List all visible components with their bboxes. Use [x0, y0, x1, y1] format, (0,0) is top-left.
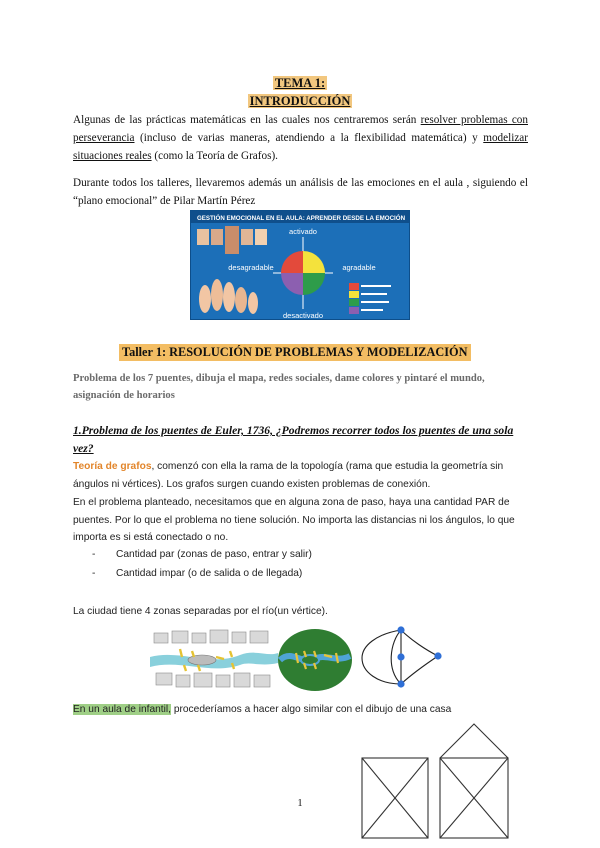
workshop-subtitle: Problema de los 7 puentes, dibuja el mapa, redes sociales, dame colores y pintaré el mundo, asignación de horarios [73, 373, 485, 401]
bullet-item: - Cantidad impar (o de salida o de llegada) [92, 568, 303, 579]
graph-theory-text: , comenzó con ella la rama de la topología (rama que estudia la geometría sin ángulos ni vértices). Los grafos surgen cuando existen problemas de conexión. [73, 461, 504, 490]
city-paragraph: La ciudad tiene 4 zonas separadas por el río(un vértice). [73, 606, 328, 617]
graph-vertex [397, 653, 404, 660]
intro-paragraph [73, 111, 528, 165]
infantil-paragraph [73, 701, 531, 719]
label-agradable: agradable [342, 263, 376, 272]
graph-vertex [397, 680, 404, 687]
label-desactivado: desactivado [282, 311, 324, 320]
intro-text-b: (incluso de varias maneras, atendiendo a la flexibilidad matemática) y [134, 132, 484, 144]
page-title [0, 94, 600, 109]
page-number: 1 [297, 798, 303, 809]
graph-vertex [397, 626, 404, 633]
infantil-text: procederíamos a hacer algo similar con el dibujo de una casa [171, 704, 452, 715]
house-roof [440, 724, 508, 758]
emotion-chart-header: GESTIÓN EMOCIONAL EN EL AULA: APRENDER DESDE LA EMOCIÓN [196, 215, 406, 222]
house-drawings [356, 718, 516, 844]
bridges-diagram [278, 629, 352, 691]
intro-text-a: Algunas de las prácticas matemáticas en las cuales nos centraremos serán [73, 114, 421, 126]
emotion-plane-graphic [191, 211, 410, 320]
emotion-plane-image [190, 210, 410, 320]
intro-text-c: (como la Teoría de Grafos). [151, 150, 278, 162]
euler-graph [356, 622, 446, 692]
page-title-text: INTRODUCCIÓN [249, 94, 351, 108]
graph-theory-label: Teoría de grafos [73, 461, 152, 472]
intro-underline-modelize: modelizar situaciones reales [73, 132, 528, 162]
infantil-highlight: En un aula de infantil, [73, 704, 171, 715]
konigsberg-city-map [150, 627, 278, 693]
intro-underline-problems: resolver problemas con perseverancia [73, 114, 528, 144]
bullet-item: - Cantidad par (zonas de paso, entrar y salir) [92, 549, 312, 560]
bullet-even: Cantidad par (zonas de paso, entrar y salir) [116, 549, 312, 560]
label-activado: activado [289, 227, 317, 236]
problem-paragraph: En el problema planteado, necesitamos que en alguna zona de paso, haya una cantidad PAR de puentes. Por lo que el problema no tiene solución. No importa las distancias ni los ángulos, lo que importa es si está conectado o no. [73, 497, 515, 543]
emotions-paragraph: Durante todos los talleres, llevaremos además un análisis de las emociones en el aula , siguiendo el “plano emocional” de Pilar Martín Pérez [73, 177, 528, 207]
topic-number [0, 76, 600, 91]
bullet-odd: Cantidad impar (o de salida o de llegada) [116, 568, 303, 579]
workshop-title: Taller 1: RESOLUCIÓN DE PROBLEMAS Y MODELIZACIÓN [119, 344, 471, 361]
graph-theory-paragraph [73, 458, 531, 493]
graph-vertex [434, 652, 441, 659]
section-heading: 1.Problema de los puentes de Euler, 1736, ¿Podremos recorrer todos los puentes de una sola vez? [73, 424, 514, 455]
topic-number-text: TEMA 1: [274, 76, 326, 90]
label-desagradable: desagradable [228, 263, 274, 272]
